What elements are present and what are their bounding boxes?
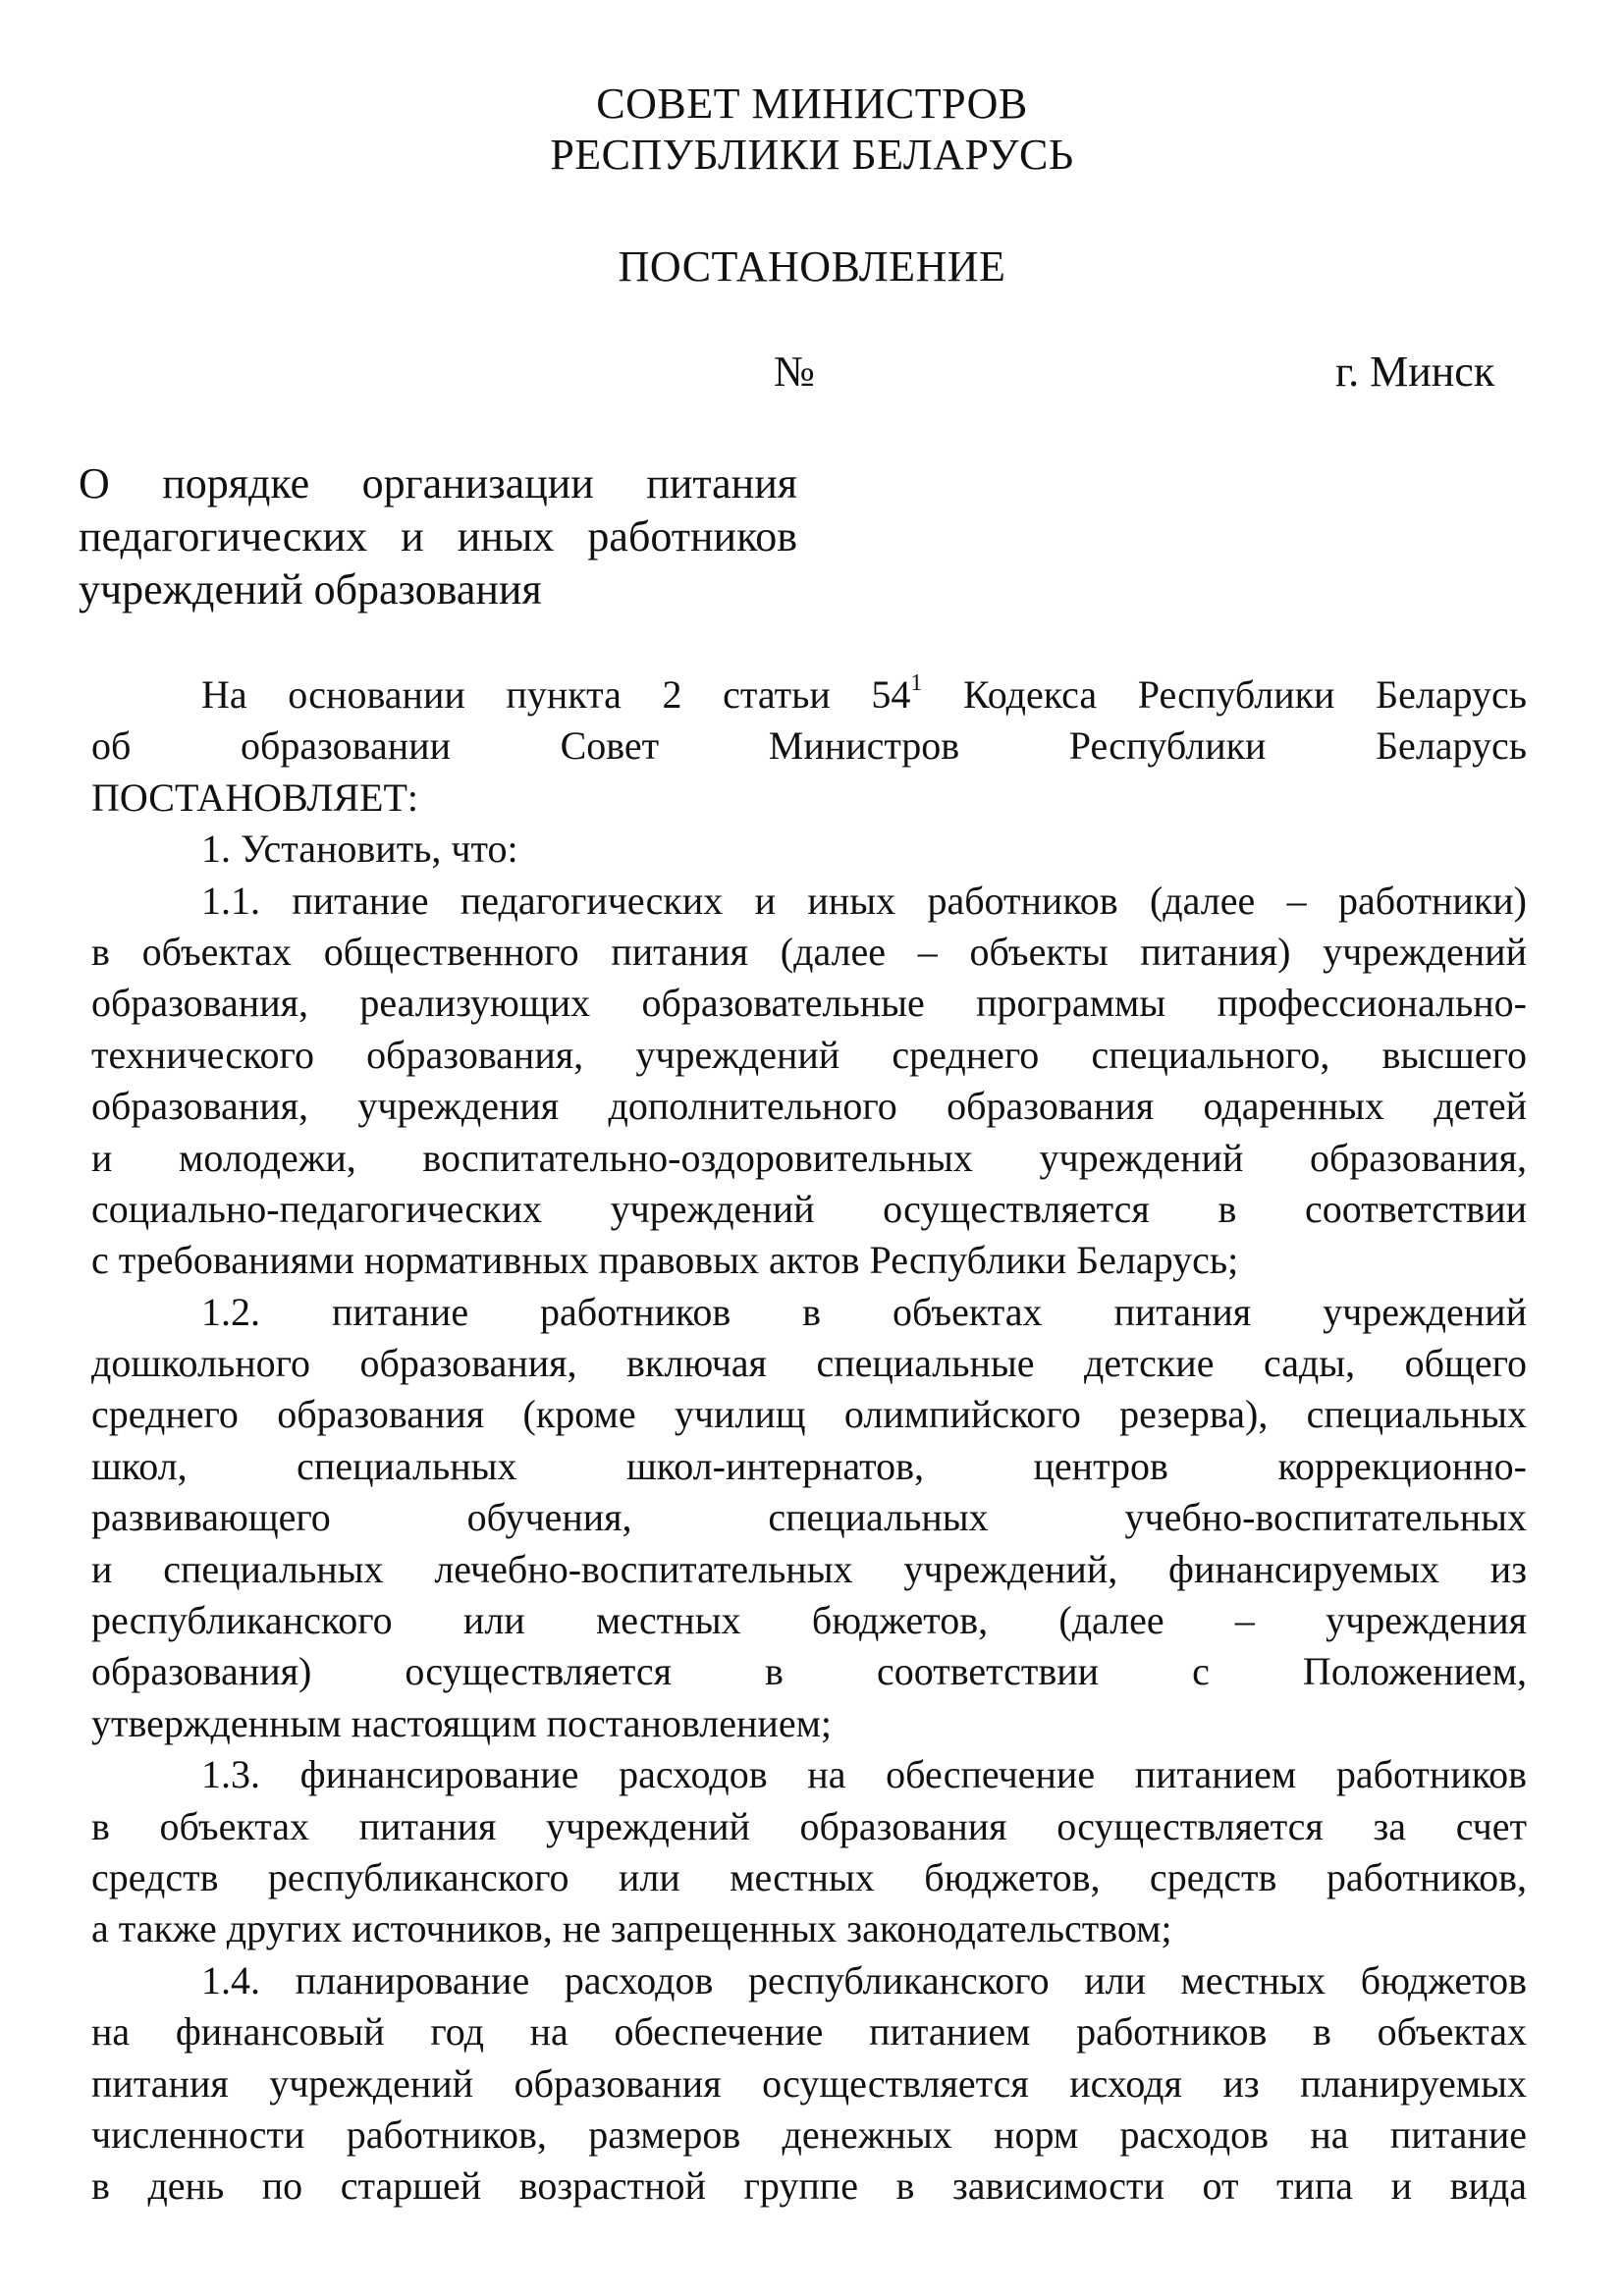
clause-1-2-line: республиканского или местных бюджетов, (далее – учреждения <box>91 1598 1527 1643</box>
clause-1-1-line: в объектах общественного питания (далее – объекты питания) учреждений <box>91 929 1527 974</box>
clause-1-1-line: и молодежи, воспитательно-оздоровительных учреждений образования, <box>91 1135 1527 1180</box>
clause-1-4-line: питания учреждений образования осуществляется исходя из планируемых <box>91 2060 1527 2106</box>
preamble-text: На основании пункта 2 статьи 54 <box>201 672 911 717</box>
issuer-line-1: СОВЕТ МИНИСТРОВ <box>596 80 1028 128</box>
issuer-line-2: РЕСПУБЛИКИ БЕЛАРУСЬ <box>550 131 1074 179</box>
clause-1-2-line: развивающего обучения, специальных учебно-воспитательных <box>91 1495 1527 1540</box>
clause-1-2-line: дошкольного образования, включая специальные детские сады, общего <box>91 1341 1527 1386</box>
clause-1-2-line: 1.2. питание работников в объектах питания учреждений <box>201 1289 1527 1334</box>
preamble-line: ПОСТАНОВЛЯЕТ: <box>91 774 418 820</box>
article-superscript: 1 <box>910 669 923 696</box>
clause-1-1-line: технического образования, учреждений среднего специального, высшего <box>91 1032 1527 1077</box>
clause-1-3-line: средств республиканского или местных бюджетов, средств работников, <box>91 1854 1527 1899</box>
clause-1-4-line: 1.4. планирование расходов республиканского или местных бюджетов <box>201 1957 1527 2002</box>
clause-1-3-line: в объектах питания учреждений образования осуществляется за счет <box>91 1803 1527 1848</box>
issuer-block <box>0 79 1624 181</box>
subject-line: учреждений образования <box>79 565 542 614</box>
document-type: ПОСТАНОВЛЕНИЕ <box>618 242 1006 291</box>
preamble-line <box>91 669 1527 721</box>
clause-1-2-line: школ, специальных школ-интернатов, центров коррекционно- <box>91 1443 1527 1488</box>
preamble-line: об образовании Совет Министров Республики Беларусь <box>91 723 1527 769</box>
clause-1-2-line: образования) осуществляется в соответствии с Положением, <box>91 1649 1527 1694</box>
subject-line: О порядке организации питания <box>79 459 797 507</box>
clause-1-2-line: среднего образования (кроме училищ олимпийского резерва), специальных <box>91 1392 1527 1437</box>
clause-1-3-line: а также других источников, не запрещенных законодательством; <box>91 1906 1172 1951</box>
clause-1-4-line: в день по старшей возрастной группе в зависимости от типа и вида <box>91 2163 1527 2209</box>
clause-1-1-line: 1.1. питание педагогических и иных работников (далее – работники) <box>201 878 1527 923</box>
document-city: г. Минск <box>1335 347 1495 396</box>
clause-1-2-line: и специальных лечебно-воспитательных учреждений, финансируемых из <box>91 1546 1527 1591</box>
subject-line: педагогических и иных работников <box>79 512 797 561</box>
clause-1-1-line: с требованиями нормативных правовых актов Республики Беларусь; <box>91 1238 1239 1283</box>
document-body <box>91 669 1527 2213</box>
clause-1-2-line: утвержденным настоящим постановлением; <box>91 1700 833 1745</box>
clause-1-3-line: 1.3. финансирование расходов на обеспечение питанием работников <box>201 1752 1527 1797</box>
clause-1-4-line: численности работников, размеров денежных норм расходов на питание <box>91 2111 1527 2157</box>
document-number-sign: № <box>774 347 815 396</box>
clause-1-1-line: социально-педагогических учреждений осуществляется в соответствии <box>91 1186 1527 1231</box>
preamble-text: Кодекса Республики Беларусь <box>922 672 1527 717</box>
clause-1-1-line: образования, реализующих образовательные программы профессионально- <box>91 981 1527 1026</box>
clause-1-1-line: образования, учреждения дополнительного образования одаренных детей <box>91 1084 1527 1129</box>
clause-1-4-line: на финансовый год на обеспечение питанием работников в объектах <box>91 2009 1527 2055</box>
document-subject <box>79 457 797 616</box>
clause-1-line: 1. Установить, что: <box>201 827 518 872</box>
